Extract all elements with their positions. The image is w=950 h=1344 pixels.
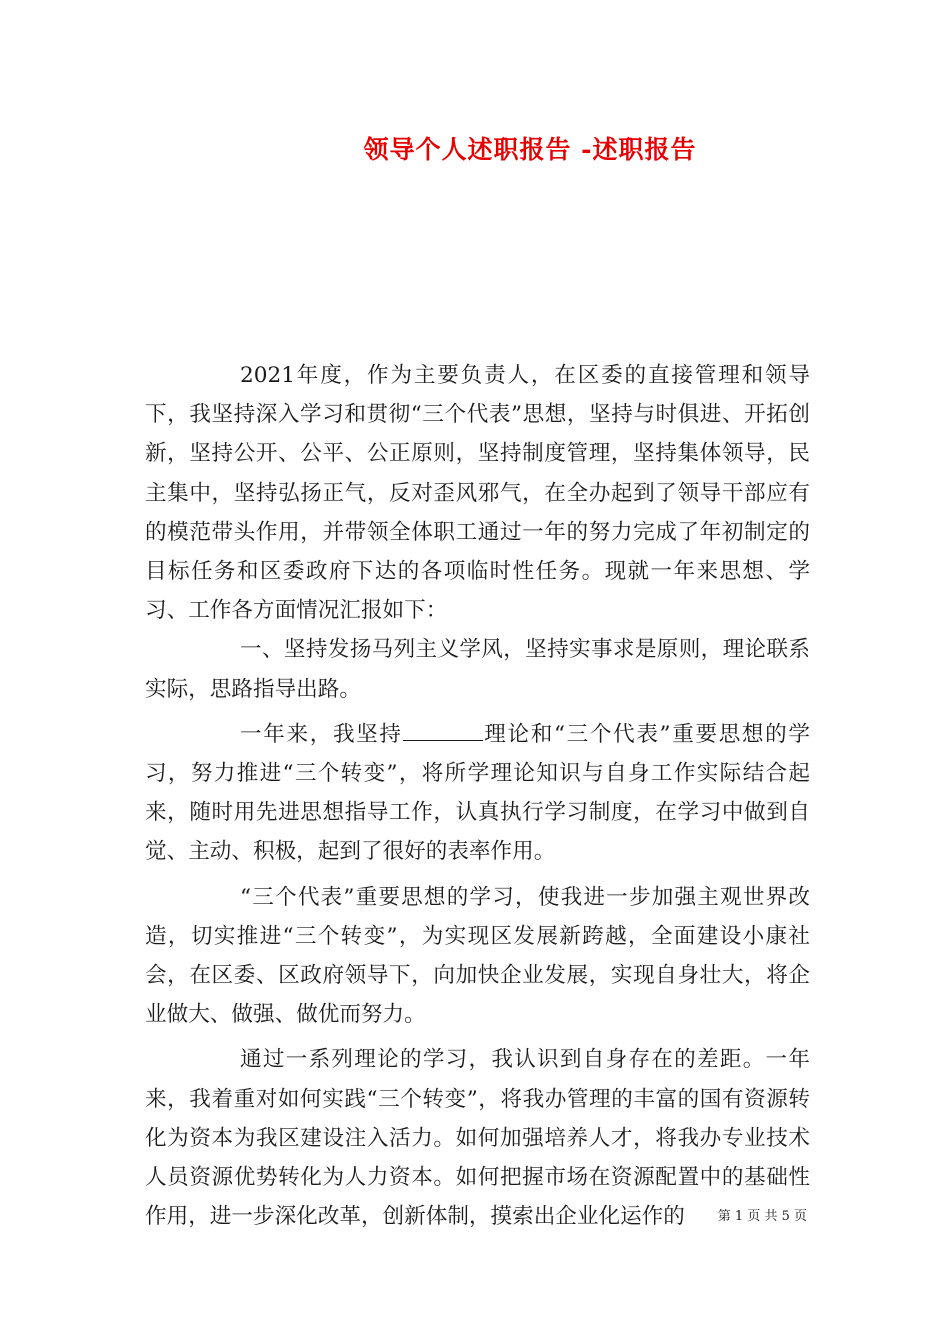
paragraph-study-rest: 理论和“三个代表”重要思想的学习，努力推进“三个转变”，将所学理论知识与自身工作实际结合起来，随时用先进思想指导工作，认真执行学习制度，在学习中做到自觉、主动、积极，起到了很好的表率作用。 (145, 721, 810, 865)
paragraph-reflection: 通过一系列理论的学习，我认识到自身存在的差距。一年来，我着重对如何实践“三个转变”，将我办管理的丰富的国有资源转化为资本为我区建设注入活力。如何加强培养人才，将我办专业技术人员资源优势转化为人力资本。如何把握市场在资源配置中的基础性作用，进一步深化改革，创新体制，摸索出企业化运作的 (145, 1047, 810, 1230)
paragraph-study (145, 715, 810, 872)
document-title: 领导个人述职报告 -述职报告 (363, 135, 697, 164)
document-body (145, 356, 810, 1236)
blank-underline (403, 722, 483, 741)
page-footer: 第 1 页 共 5 页 (717, 1209, 807, 1224)
paragraph-intro: 2021年度，作为主要负责人，在区委的直接管理和领导下，我坚持深入学习和贯彻“三个代表”思想，坚持与时俱进、开拓创新，坚持公开、公平、公正原则，坚持制度管理，坚持集体领导，民主集中，坚持弘扬正气，反对歪风邪气，在全办起到了领导干部应有的模范带头作用，并带领全体职工通过一年的努力完成了年初制定的目标任务和区委政府下达的各项临时性任务。现就一年来思想、学习、工作各方面情况汇报如下： (145, 363, 810, 624)
paragraph-study-start: 一年来，我坚持 (240, 721, 403, 747)
paragraph-three-represents: “三个代表”重要思想的学习，使我进一步加强主观世界改造，切实推进“三个转变”，为实现区发展新跨越，全面建设小康社会，在区委、区政府领导下，向加快企业发展，实现自身壮大，将企业做大、做强、做优而努力。 (145, 884, 810, 1028)
paragraph-section-heading: 一、坚持发扬马列主义学风，坚持实事求是原则，理论联系实际，思路指导出路。 (145, 637, 810, 702)
